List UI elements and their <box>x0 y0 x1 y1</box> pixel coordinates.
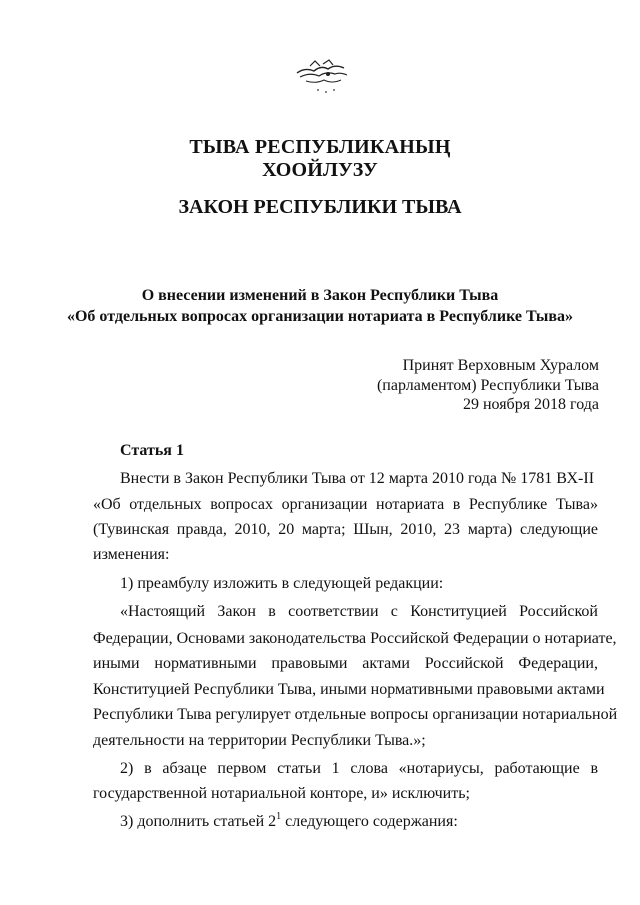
preamble-quote-line: деятельности на территории Республики Тыва.»; <box>93 732 426 749</box>
article-intro-line: изменения: <box>93 546 170 563</box>
preamble-quote-line: Конституцией Республики Тыва, иными нормативными правовыми актами <box>93 681 605 698</box>
article-heading: Статья 1 <box>120 442 184 459</box>
coat-of-arms-emblem-icon <box>290 56 354 98</box>
amendment-item-3 <box>120 812 458 832</box>
header-tuvan-line-2: ХООЙЛУЗУ <box>262 159 378 181</box>
amendment-item-3-text: 3) дополнить статьей 2 <box>120 813 277 830</box>
republic-law-header-tuvan <box>0 136 640 182</box>
article-intro-line: (Тувинская правда, 2010, 20 марта; Шын, 2010, 23 марта) следующие <box>93 521 598 538</box>
adoption-line-2: (парламентом) Республики Тыва <box>376 376 599 394</box>
amendment-item-3-text-end: следующего содержания: <box>281 813 458 830</box>
preamble-quote-line: иными нормативными правовыми актами Российской Федерации, <box>93 655 598 672</box>
adoption-line-1: Принят Верховным Хуралом <box>402 357 599 374</box>
header-tuvan-line-1: ТЫВА РЕСПУБЛИКАНЫҢ <box>189 136 451 158</box>
article-number-superscript: 1 <box>276 810 282 822</box>
preamble-quote-line: Республики Тыва регулирует отдельные вопросы организации нотариальной <box>93 706 618 723</box>
amendment-item-1: 1) преамбулу изложить в следующей редакции: <box>120 575 444 592</box>
amendment-item-2-continuation: государственной нотариальной конторе, и» исключить; <box>93 785 470 802</box>
preamble-quote-line: Федерации, Основами законодательства Российской Федерации о нотариате, <box>93 630 617 647</box>
republic-law-header-russian: ЗАКОН РЕСПУБЛИКИ ТЫВА <box>178 196 462 218</box>
article-intro-line: «Об отдельных вопросах организации нотариата в Республике Тыва» <box>93 496 598 513</box>
article-intro-line: Внести в Закон Республики Тыва от 12 марта 2010 года № 1781 ВХ-II <box>120 470 595 487</box>
adoption-note <box>377 356 599 415</box>
adoption-date: 29 ноября 2018 года <box>462 396 599 413</box>
document-title-line-1: О внесении изменений в Закон Республики Тыва <box>141 287 499 304</box>
document-title <box>0 285 640 327</box>
document-title-line-2: «Об отдельных вопросах организации нотариата в Республике Тыва» <box>66 308 573 325</box>
amendment-item-2: 2) в абзаце первом статьи 1 слова «нотариусы, работающие в <box>120 760 598 777</box>
preamble-quote-line: «Настоящий Закон в соответствии с Конституцией Российской <box>120 603 598 620</box>
